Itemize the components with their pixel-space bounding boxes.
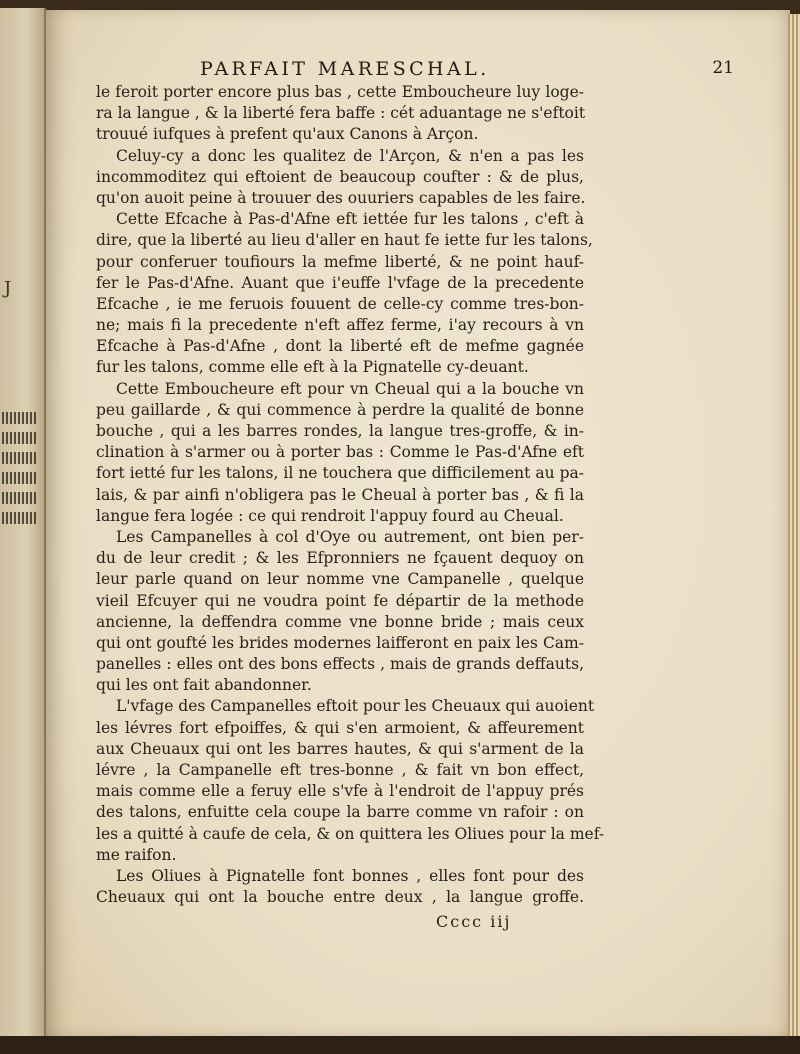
text-line: panelles : elles ont des bons effects , mais de grands deffauts, bbox=[96, 655, 584, 674]
text-line: fort ietté fur les talons, il ne touchera que difficilement au pa- bbox=[96, 464, 584, 483]
page-number: 21 bbox=[712, 58, 734, 78]
text-line: le feroit porter encore plus bas , cette Emboucheure luy loge- bbox=[96, 83, 584, 101]
text-line: bouche , qui a les barres rondes, la langue tres-groffe, & in- bbox=[96, 422, 584, 440]
text-line: Les Oliues à Pignatelle font bonnes , elles font pour des bbox=[116, 866, 584, 885]
text-line: Les Campanelles à col d'Oye ou autrement, ont bien per- bbox=[116, 527, 584, 546]
text-line: lévre , la Campanelle eft tres-bonne , & fait vn bon effect, bbox=[96, 761, 584, 779]
text-line: vieil Efcuyer qui ne voudra point fe départir de la methode bbox=[96, 591, 584, 610]
text-line: Efcache à Pas-d'Afne , dont la liberté eft de mefme gagnée bbox=[96, 337, 584, 356]
running-title: PARFAIT MARESCHAL. bbox=[200, 58, 490, 80]
body-text bbox=[96, 82, 605, 908]
text-line: aux Cheuaux qui ont les barres hautes, & qui s'arment de la bbox=[96, 739, 584, 758]
book-shadow bbox=[0, 1036, 800, 1054]
engraving-fragment bbox=[2, 412, 36, 424]
text-line: pour conferuer toufiours la mefme liberté, & ne point hauf- bbox=[96, 252, 584, 271]
text-line: peu gaillarde , & qui commence à perdre la qualité de bonne bbox=[96, 400, 584, 419]
engraving-fragment bbox=[2, 432, 36, 444]
text-line: les a quitté à caufe de cela, & on quittera les Oliues pour la mef- bbox=[96, 824, 605, 843]
text-line: leur parle quand on leur nomme vne Campanelle , quelque bbox=[96, 570, 584, 589]
text-line: qu'on auoit peine à trouuer des ouuriers capables de les faire. bbox=[96, 188, 586, 207]
text-line: les lévres fort efpoiffes, & qui s'en armoient, & affeurement bbox=[96, 718, 584, 737]
text-line: lais, & par ainfi n'obligera pas le Cheual à porter bas , & fi la bbox=[96, 485, 584, 504]
text-line: des talons, enfuitte cela coupe la barre comme vn rafoir : on bbox=[96, 803, 584, 822]
text-line: dire, que la liberté au lieu d'aller en haut fe iette fur les talons, bbox=[96, 231, 593, 250]
text-line: trouué iufques à prefent qu'aux Canons à Arçon. bbox=[96, 125, 479, 144]
engraving-fragment bbox=[2, 512, 36, 524]
text-line: du de leur credit ; & les Efpronniers ne fçauent dequoy on bbox=[96, 549, 584, 568]
engraving-fragment bbox=[2, 452, 36, 464]
text-line: langue fera logée : ce qui rendroit l'appuy fourd au Cheual. bbox=[96, 506, 564, 525]
text-line: Cheuaux qui ont la bouche entre deux , la langue groffe. bbox=[96, 888, 584, 907]
text-line: Celuy-cy a donc les qualitez de l'Arçon, & n'en a pas les bbox=[116, 146, 584, 165]
text-line: fer le Pas-d'Afne. Auant que i'euffe l'vfage de la precedente bbox=[96, 273, 584, 292]
signature-mark: Cccc iij bbox=[436, 912, 512, 931]
text-line: mais comme elle a feruy elle s'vfe à l'endroit de l'appuy prés bbox=[96, 782, 584, 801]
engraving-fragment bbox=[2, 472, 36, 484]
text-line: me raifon. bbox=[96, 845, 177, 864]
text-line: ancienne, la deffendra comme vne bonne bride ; mais ceux bbox=[96, 612, 584, 631]
text-line: qui les ont fait abandonner. bbox=[96, 676, 312, 695]
margin-fragment: J bbox=[4, 278, 12, 299]
text-line: Cette Emboucheure eft pour vn Cheual qui a la bouche vn bbox=[116, 379, 584, 398]
text-line: ne; mais fi la precedente n'eft affez ferme, i'ay recours à vn bbox=[96, 316, 584, 335]
text-line: ra la langue , & la liberté fera baffe : cét aduantage ne s'eftoit bbox=[96, 104, 586, 123]
text-line: incommoditez qui eftoient de beaucoup coufter : & de plus, bbox=[96, 167, 584, 186]
page-block-edge bbox=[788, 14, 800, 1036]
text-line: qui ont goufté les brides modernes laifferont en paix les Cam- bbox=[96, 633, 584, 652]
text-line: L'vfage des Campanelles eftoit pour les Cheuaux qui auoient bbox=[116, 697, 595, 716]
text-line: Efcache , ie me feruois fouuent de celle-cy comme tres-bon- bbox=[96, 294, 584, 313]
text-line: fur les talons, comme elle eft à la Pignatelle cy-deuant. bbox=[96, 358, 529, 377]
page-header bbox=[150, 58, 740, 80]
engraving-fragment bbox=[2, 492, 36, 504]
previous-page-edge bbox=[0, 8, 46, 1038]
text-line: clination à s'armer ou à porter bas : Comme le Pas-d'Afne eft bbox=[96, 443, 584, 462]
text-line: Cette Efcache à Pas-d'Afne eft iettée fur les talons , c'eft à bbox=[116, 210, 584, 229]
